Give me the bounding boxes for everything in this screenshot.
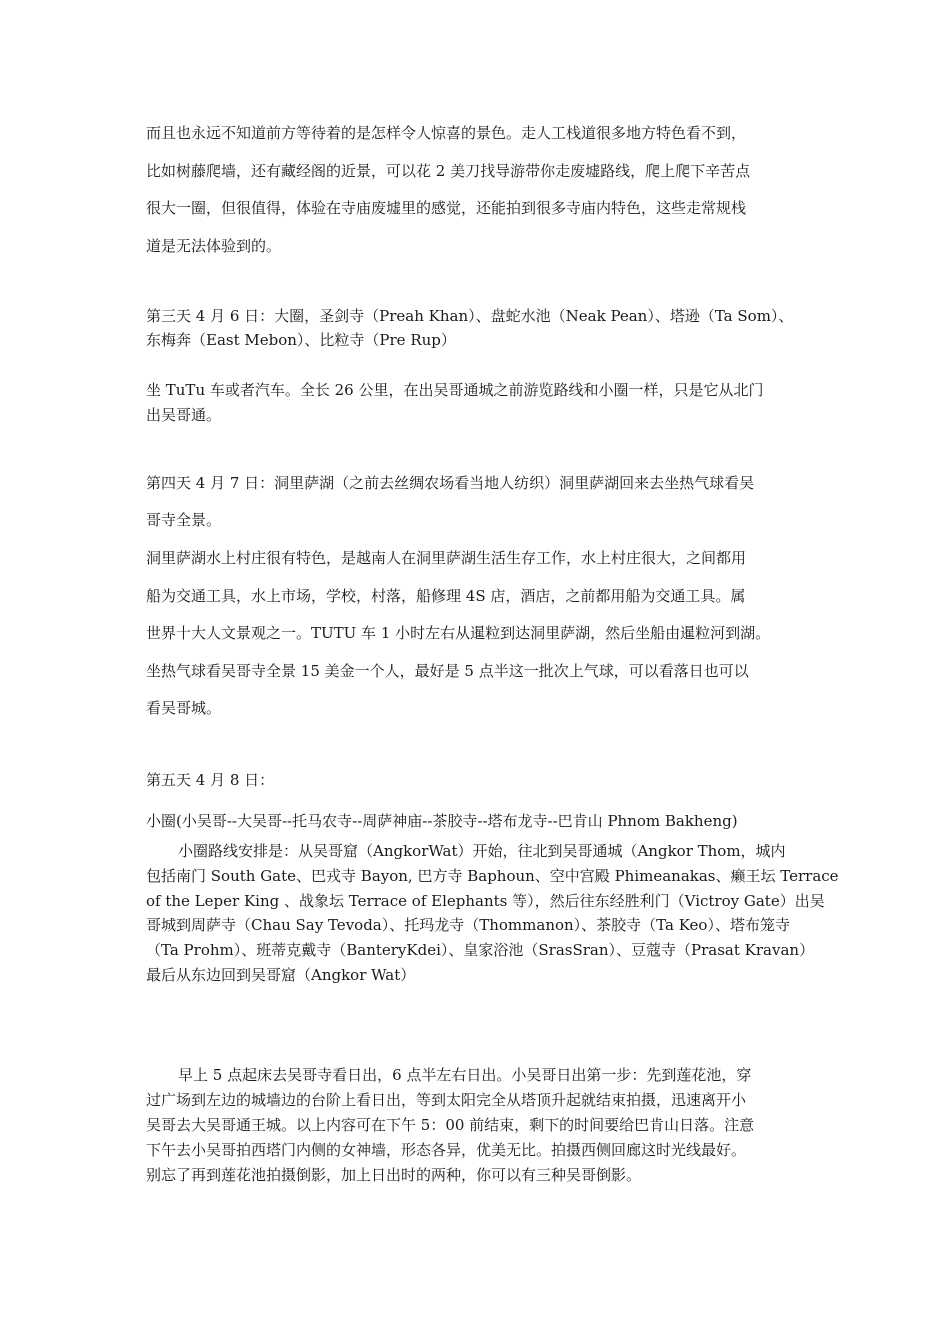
day5-heading: 第五天 4 月 8 日： bbox=[146, 771, 275, 789]
day4-note-line: 坐热气球看吴哥寺全景 15 美金一个人，最好是 5 点半这一批次上气球，可以看落日也可以 bbox=[146, 662, 749, 680]
day5-detail-line: 哥城到周萨寺（Chau Say Tevoda）、托玛龙寺（Thommanon）、茶胶寺（Ta Keo）、塔布笼寺 bbox=[146, 916, 790, 934]
morning-paragraph-line: 吴哥去大吴哥通王城。以上内容可在下午 5：00 前结束，剩下的时间要给巴肯山日落。注意 bbox=[146, 1116, 755, 1134]
day4-note-line: 世界十大人文景观之一。TUTU 车 1 小时左右从暹粒到达洞里萨湖，然后坐船由暹粒河到湖。 bbox=[146, 624, 771, 642]
day4-note-line: 看吴哥城。 bbox=[146, 699, 222, 717]
morning-paragraph-line: 下午去小吴哥拍西塔门内侧的女神墙，形态各异，优美无比。拍摄西侧回廊这时光线最好。 bbox=[146, 1141, 747, 1159]
paragraph-line: 比如树藤爬墙，还有藏经阁的近景，可以花 2 美刀找导游带你走废墟路线，爬上爬下辛苦点 bbox=[146, 162, 751, 180]
day4-heading-line: 哥寺全景。 bbox=[146, 511, 222, 529]
day5-detail-line: （Ta Prohm）、班蒂克戴寺（BanteryKdei）、皇家浴池（SrasSran）、豆蔻寺（Prasat Kravan） bbox=[146, 941, 815, 959]
day3-heading-line: 东梅奔（East Mebon）、比粒寺（Pre Rup） bbox=[146, 331, 456, 349]
paragraph-line: 很大一圈，但很值得，体验在寺庙废墟里的感觉，还能拍到很多寺庙内特色，这些走常规栈 bbox=[146, 199, 747, 217]
morning-paragraph-line: 别忘了再到莲花池拍摄倒影，加上日出时的两种，你可以有三种吴哥倒影。 bbox=[146, 1166, 642, 1184]
day5-route: 小圈(小吴哥--大吴哥--托马农寺--周萨神庙--茶胶寺--塔布龙寺--巴肯山 Phnom Bakheng) bbox=[146, 812, 738, 830]
day5-detail-line: 最后从东边回到吴哥窟（Angkor Wat） bbox=[146, 966, 416, 984]
day4-note-line: 洞里萨湖水上村庄很有特色，是越南人在洞里萨湖生活生存工作，水上村庄很大，之间都用 bbox=[146, 549, 747, 567]
day5-detail-line: of the Leper King 、战象坛 Terrace of Elephants 等），然后往东经胜利门（Victroy Gate）出吴 bbox=[146, 892, 825, 910]
day5-detail-line: 小圈路线安排是：从吴哥窟（AngkorWat）开始，往北到吴哥通城（Angkor Thom，城内 bbox=[178, 842, 786, 860]
day4-heading-line: 第四天 4 月 7 日：洞里萨湖（之前去丝绸农场看当地人纺织）洞里萨湖回来去坐热气球看吴 bbox=[146, 474, 755, 492]
day3-note-line: 出吴哥通。 bbox=[146, 406, 222, 424]
day3-heading-line: 第三天 4 月 6 日：大圈，圣剑寺（Preah Khan）、盘蛇水池（Neak Pean）、塔逊（Ta Som）、 bbox=[146, 307, 794, 325]
morning-paragraph-line: 过广场到左边的城墙边的台阶上看日出，等到太阳完全从塔顶升起就结束拍摄，迅速离开小 bbox=[146, 1091, 747, 1109]
day5-detail-line: 包括南门 South Gate、巴戎寺 Bayon, 巴方寺 Baphoun、空中宫殿 Phimeanakas、癞王坛 Terrace bbox=[146, 867, 839, 885]
day3-note-line: 坐 TuTu 车或者汽车。全长 26 公里，在出吴哥通城之前游览路线和小圈一样，只是它从北门 bbox=[146, 381, 764, 399]
day4-note-line: 船为交通工具，水上市场，学校，村落，船修理 4S 店，酒店，之前都用船为交通工具。属 bbox=[146, 587, 746, 605]
paragraph-line: 而且也永远不知道前方等待着的是怎样令人惊喜的景色。走人工栈道很多地方特色看不到， bbox=[146, 124, 747, 142]
morning-paragraph-line: 早上 5 点起床去吴哥寺看日出，6 点半左右日出。小吴哥日出第一步：先到莲花池，穿 bbox=[178, 1066, 752, 1084]
paragraph-line: 道是无法体验到的。 bbox=[146, 237, 282, 255]
